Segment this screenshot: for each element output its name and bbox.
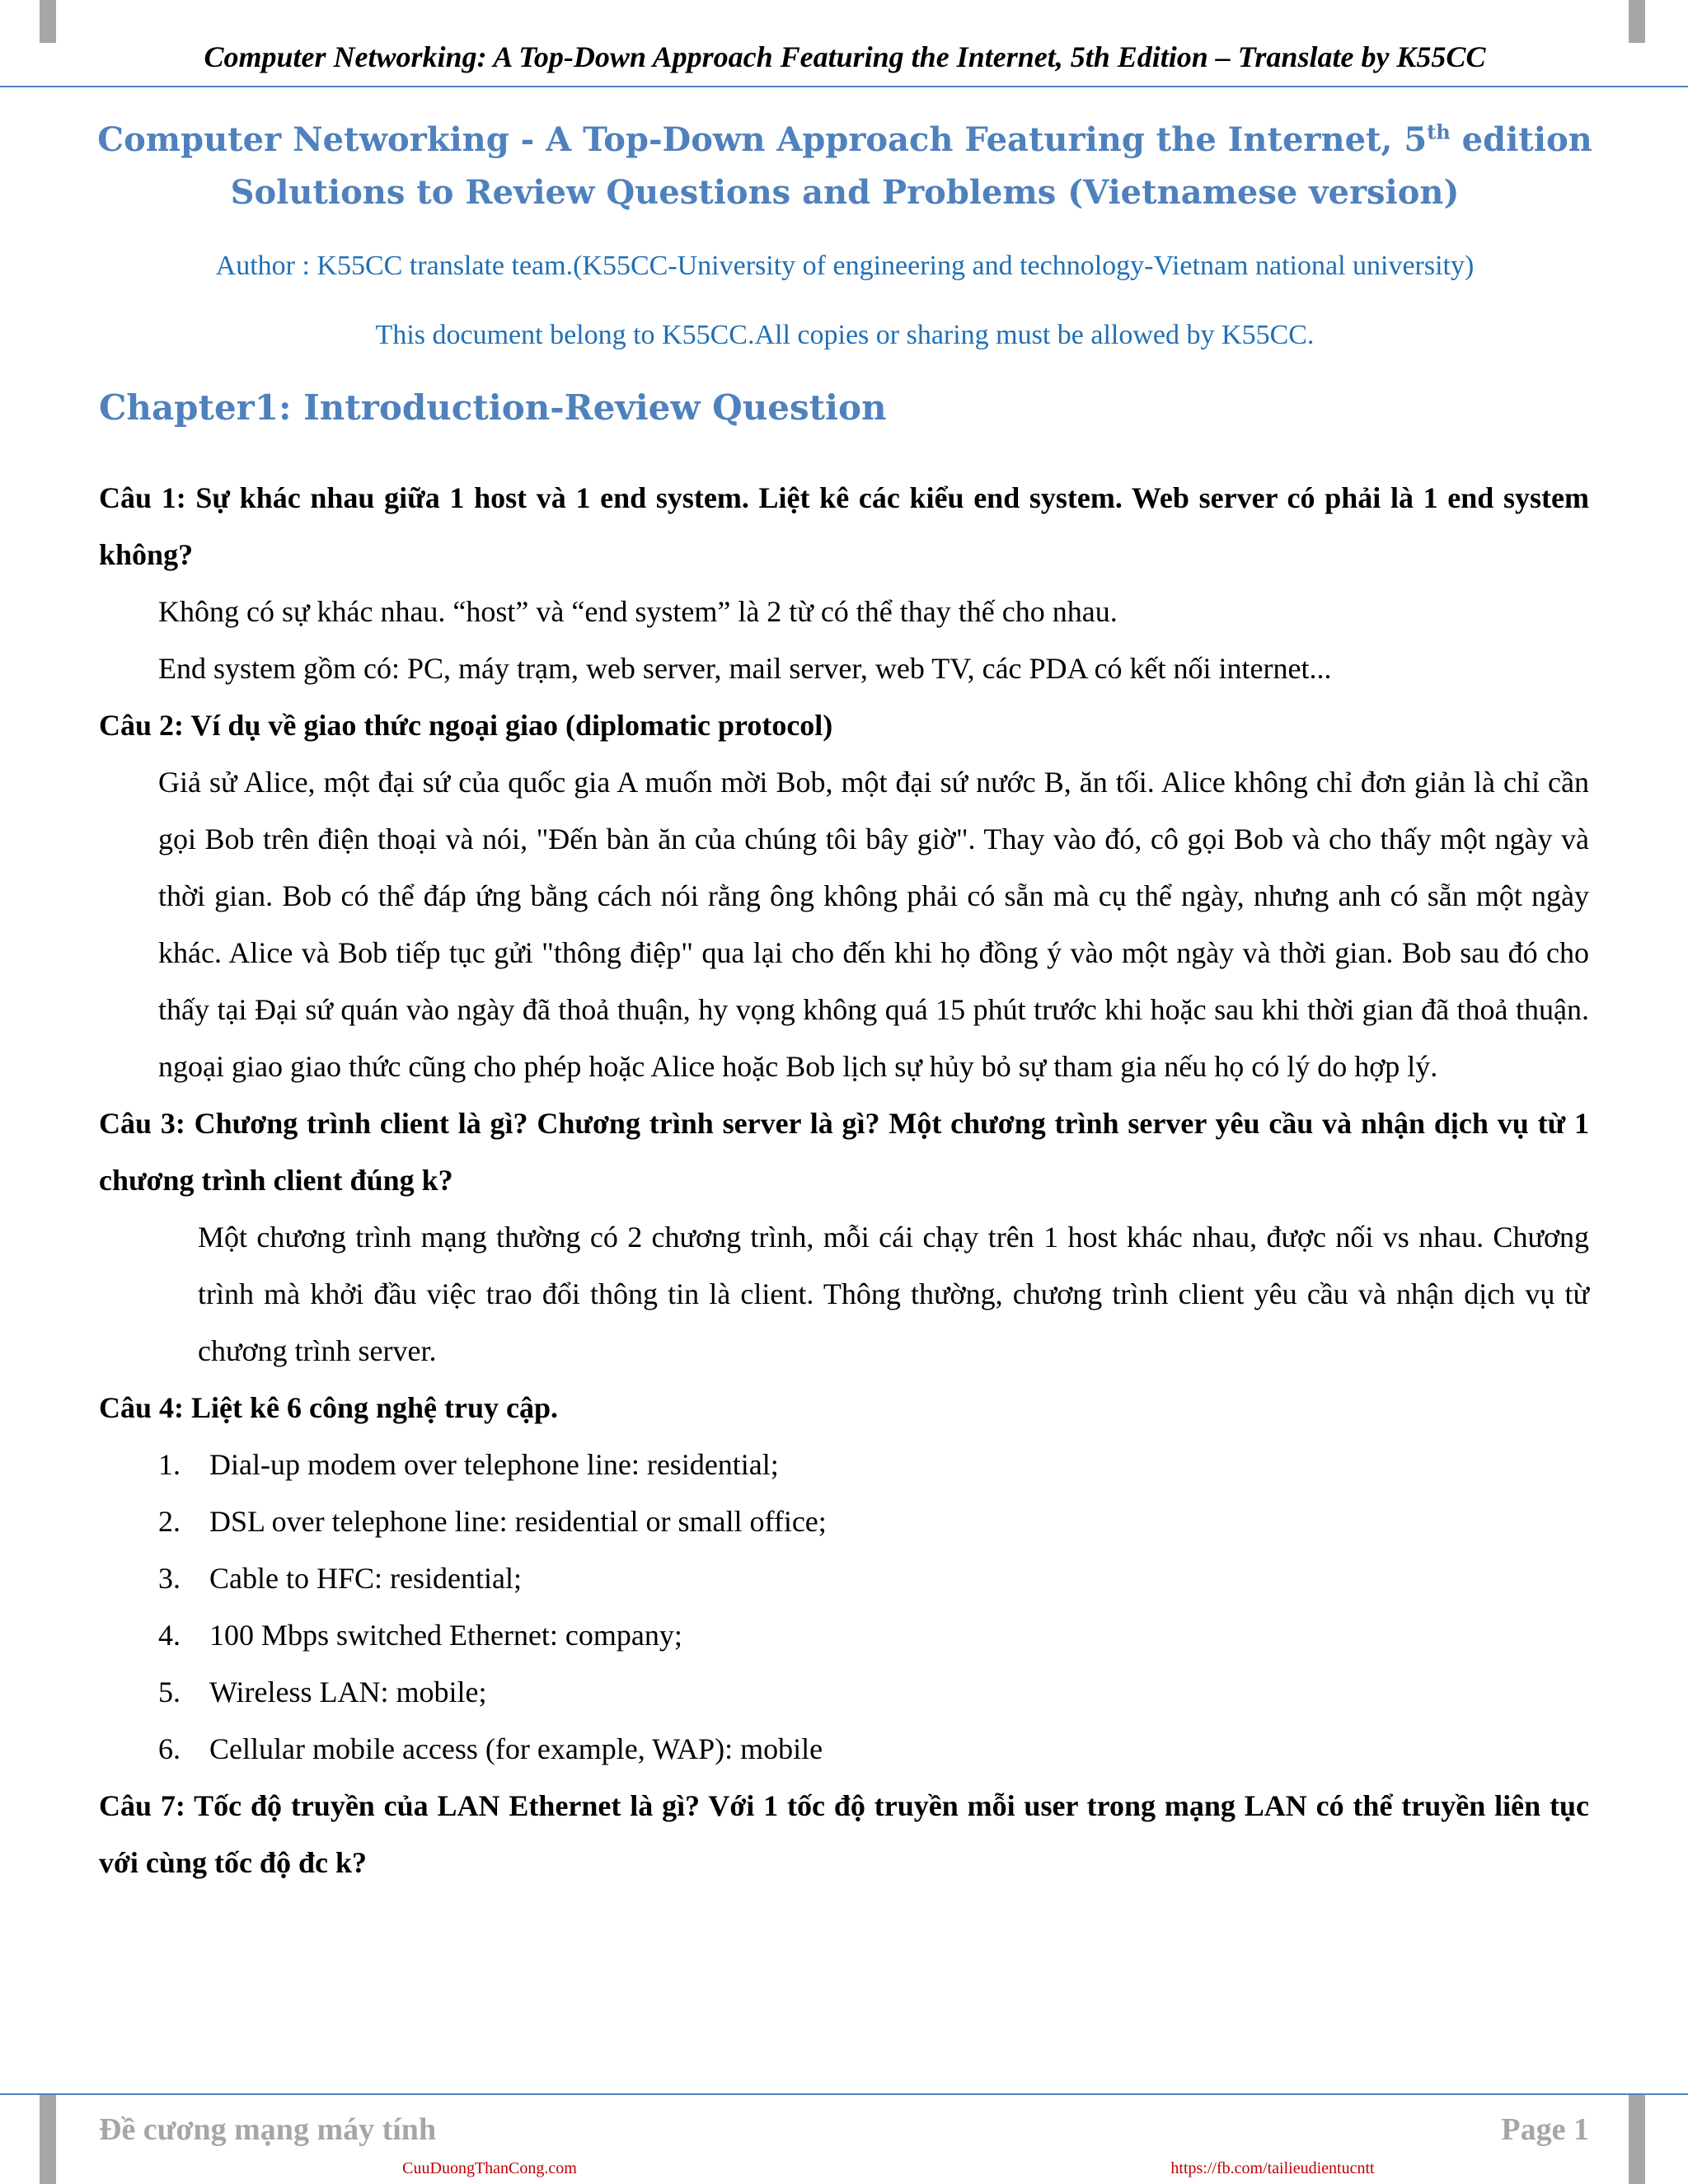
list-item: [99, 1607, 1589, 1664]
footer-title: Đề cương mạng máy tính: [99, 2112, 437, 2147]
list-text: DSL over telephone line: residential or small office;: [209, 1505, 827, 1538]
list-text: Cellular mobile access (for example, WAP): mobile: [209, 1732, 823, 1765]
list-item: [99, 1721, 1589, 1778]
list-text: Dial-up modem over telephone line: residential;: [209, 1448, 779, 1481]
list-number: 6.: [158, 1732, 181, 1765]
footer-rule: [0, 2093, 1688, 2095]
question-2: Câu 2: Ví dụ về giao thức ngoại giao (diplomatic protocol): [99, 709, 833, 742]
question-3: Câu 3: Chương trình client là gì? Chương trình server là gì? Một chương trình server yêu cầu và nhận dịch vụ từ 1 chương trình client đúng k?: [99, 1107, 1589, 1197]
list-text: Wireless LAN: mobile;: [209, 1675, 487, 1708]
answer-1-line-1: Không có sự khác nhau. “host” và “end system” là 2 từ có thể thay thế cho nhau.: [158, 595, 1118, 628]
title-line-1-text: Computer Networking - A Top-Down Approach Featuring the Internet, 5: [97, 120, 1428, 159]
page-number: Page 1: [1501, 2112, 1589, 2147]
question-1: Câu 1: Sự khác nhau giữa 1 host và 1 end system. Liệt kê các kiểu end system. Web server có phải là 1 end system không?: [99, 481, 1589, 571]
header-rule: [0, 86, 1688, 87]
list-number: 1.: [158, 1448, 181, 1481]
list-number: 5.: [158, 1675, 181, 1708]
main-content: [99, 470, 1589, 1891]
author-line: Author : K55CC translate team.(K55CC-University of engineering and technology-Vietnam national university): [215, 251, 1475, 281]
answer-3: Một chương trình mạng thường có 2 chương trình, mỗi cái chạy trên 1 host khác nhau, được nối vs nhau. Chương trình mà khởi đầu việc trao đổi thông tin là client. Thông thường, chương trình client yêu cầu và nhận dịch vụ từ chương trình server.: [198, 1221, 1589, 1367]
list-number: 3.: [158, 1562, 181, 1595]
question-4: Câu 4: Liệt kê 6 công nghệ truy cập.: [99, 1391, 558, 1424]
list-item: [99, 1550, 1589, 1607]
list-item: [99, 1664, 1589, 1721]
list-number: 2.: [158, 1505, 181, 1538]
header-bar-right: [1629, 0, 1645, 43]
header-bar-left: [40, 0, 56, 43]
chapter-heading: Chapter1: Introduction-Review Question: [99, 387, 887, 428]
list-item: [99, 1493, 1589, 1550]
title-line-1-suffix: edition: [1450, 120, 1592, 159]
answer-2: Giả sử Alice, một đại sứ của quốc gia A muốn mời Bob, một đại sứ nước B, ăn tối. Alice không chỉ đơn giản là chỉ cần gọi Bob trên điện thoại và nói, "Đến bàn ăn của chúng tôi bây giờ". Thay vào đó, cô gọi Bob và cho thấy một ngày và thời gian. Bob có thể đáp ứng bằng cách nói rằng ông không phải có sẵn mà cụ thể ngày, nhưng anh có sẵn một ngày khác. Alice và Bob tiếp tục gửi "thông điệp" qua lại cho đến khi họ đồng ý vào một ngày và thời gian. Bob sau đó cho thấy tại Đại sứ quán vào ngày đã thoả thuận, hy vọng không quá 15 phút trước khi hoặc sau khi thời gian đã thoả thuận. ngoại giao giao thức cũng cho phép hoặc Alice hoặc Bob lịch sự hủy bỏ sự tham gia nếu họ có lý do hợp lý.: [158, 766, 1589, 1083]
title-superscript: th: [1427, 120, 1451, 144]
footer-watermark-right: https://fb.com/tailieudientucntt: [1170, 2159, 1375, 2177]
question-7: Câu 7: Tốc độ truyền của LAN Ethernet là gì? Với 1 tốc độ truyền mỗi user trong mạng LAN có thể truyền liên tục với cùng tốc độ đc k?: [99, 1789, 1589, 1879]
document-title: [82, 114, 1607, 219]
running-header: Computer Networking: A Top-Down Approach Featuring the Internet, 5th Edition – Translate by K55CC: [204, 40, 1486, 73]
list-text: Cable to HFC: residential;: [209, 1562, 522, 1595]
list-text: 100 Mbps switched Ethernet: company;: [209, 1619, 682, 1652]
list-item: [99, 1436, 1589, 1493]
access-technology-list: [99, 1436, 1589, 1778]
answer-1-line-2: End system gồm có: PC, máy trạm, web server, mail server, web TV, các PDA có kết nối internet...: [158, 652, 1332, 685]
footer-watermark-left: CuuDuongThanCong.com: [402, 2159, 577, 2177]
rights-line: This document belong to K55CC.All copies or sharing must be allowed by K55CC.: [375, 320, 1315, 350]
title-line-1: [82, 114, 1607, 166]
list-number: 4.: [158, 1619, 181, 1652]
title-line-2: Solutions to Review Questions and Problems (Vietnamese version): [230, 173, 1460, 212]
